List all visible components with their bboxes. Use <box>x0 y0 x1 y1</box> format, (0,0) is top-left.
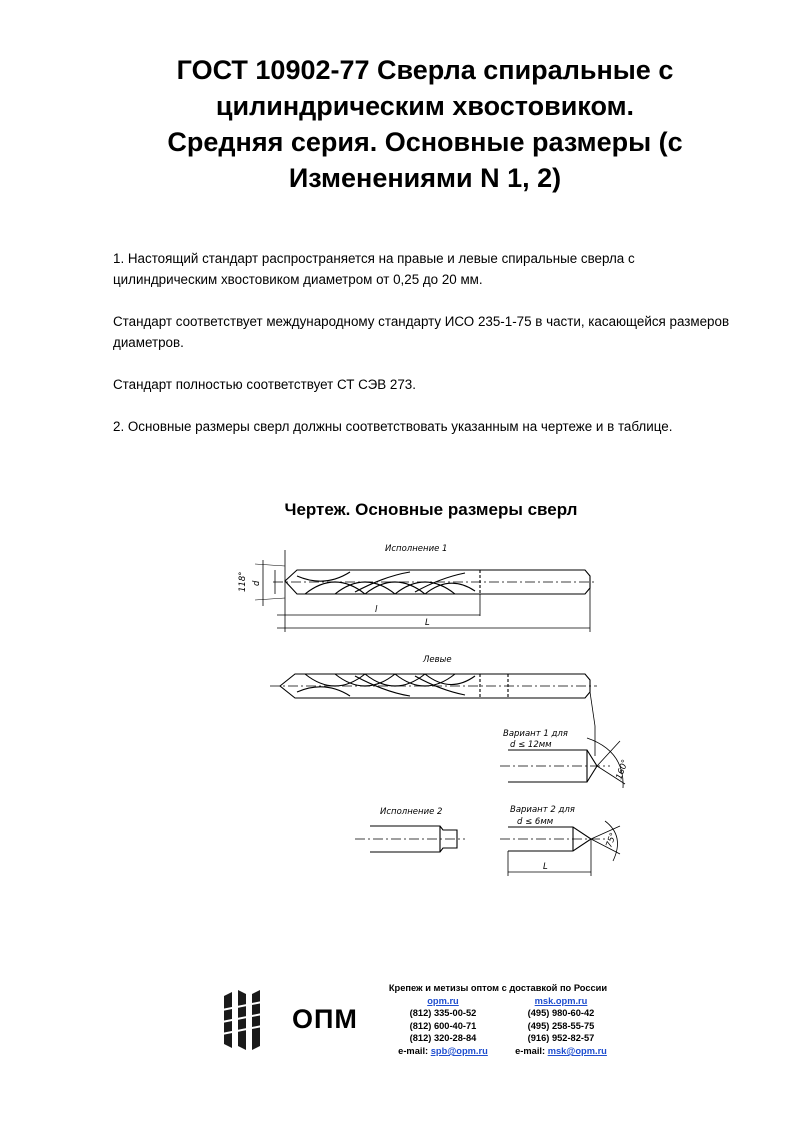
email-label-msk: e-mail: <box>515 1045 546 1056</box>
paragraph-sev: Стандарт полностью соответствует СТ СЭВ 273. <box>113 377 416 392</box>
variant-2-shank <box>500 821 620 876</box>
label-variant-2-line2: d ≤ 6мм <box>517 817 554 827</box>
paragraph-scope: 1. Настоящий стандарт распространяется на правые и левые спиральные сверла с цилиндрическим хвостовиком диаметром от 0,25 до 20 мм. <box>113 251 635 287</box>
phone-spb-1: (812) 335-00-52 <box>409 1008 477 1019</box>
logo-text: ОПМ <box>292 1004 358 1034</box>
label-d: d <box>252 580 262 586</box>
paragraph-dimensions: 2. Основные размеры сверл должны соответствовать указанным на чертеже и в таблице. <box>113 419 673 434</box>
label-angle-160: 160° <box>614 758 631 782</box>
label-L: L <box>425 618 430 628</box>
execution-2-shank <box>355 826 465 852</box>
label-execution-2: Исполнение 2 <box>380 807 443 817</box>
title-line: ГОСТ 10902-77 Сверла спиральные с <box>176 55 674 85</box>
drill-drawing-svg <box>225 536 635 881</box>
label-angle-118: 118° <box>238 571 248 592</box>
footer-tagline: Крепеж и метизы оптом с доставкой по России <box>388 983 608 993</box>
phone-msk-2: (495) 258-55-75 <box>527 1020 595 1031</box>
contacts-spb <box>384 995 502 1058</box>
phone-msk-3: (916) 952-82-57 <box>527 1033 595 1044</box>
email-label-spb: e-mail: <box>398 1045 429 1056</box>
phone-msk-1: (495) 980-60-42 <box>527 1008 595 1019</box>
label-variant-1-line2: d ≤ 12мм <box>510 740 552 750</box>
page-title <box>100 52 750 196</box>
label-variant-2-line1: Вариант 2 для <box>510 805 575 815</box>
title-line: Изменениями N 1, 2) <box>288 163 562 193</box>
paragraph-iso: Стандарт соответствует международному стандарту ИСО 235-1-75 в части, касающейся размеров диаметров. <box>113 314 730 350</box>
technical-drawing <box>225 536 635 881</box>
contacts-msk <box>502 995 620 1058</box>
drawing-title: Чертеж. Основные размеры сверл <box>284 500 578 519</box>
phone-spb-3: (812) 320-28-84 <box>409 1033 477 1044</box>
label-angle-75: 75° <box>604 831 619 850</box>
label-variant-1-line1: Вариант 1 для <box>503 729 568 739</box>
site-link-spb[interactable]: opm.ru <box>427 995 459 1006</box>
email-link-msk[interactable]: msk@opm.ru <box>547 1045 607 1056</box>
label-execution-1: Исполнение 1 <box>385 544 448 554</box>
footer-contacts <box>384 982 624 1058</box>
title-line: цилиндрическим хвостовиком. <box>215 91 635 121</box>
title-line: Средняя серия. Основные размеры (с <box>167 127 683 157</box>
email-link-spb[interactable]: spb@opm.ru <box>430 1045 488 1056</box>
site-link-msk[interactable]: msk.opm.ru <box>534 995 588 1006</box>
phone-spb-2: (812) 600-40-71 <box>409 1020 477 1031</box>
body-text <box>113 248 733 458</box>
label-left: Левые <box>423 655 452 665</box>
label-l2: L <box>543 862 548 872</box>
label-l: l <box>375 605 378 615</box>
